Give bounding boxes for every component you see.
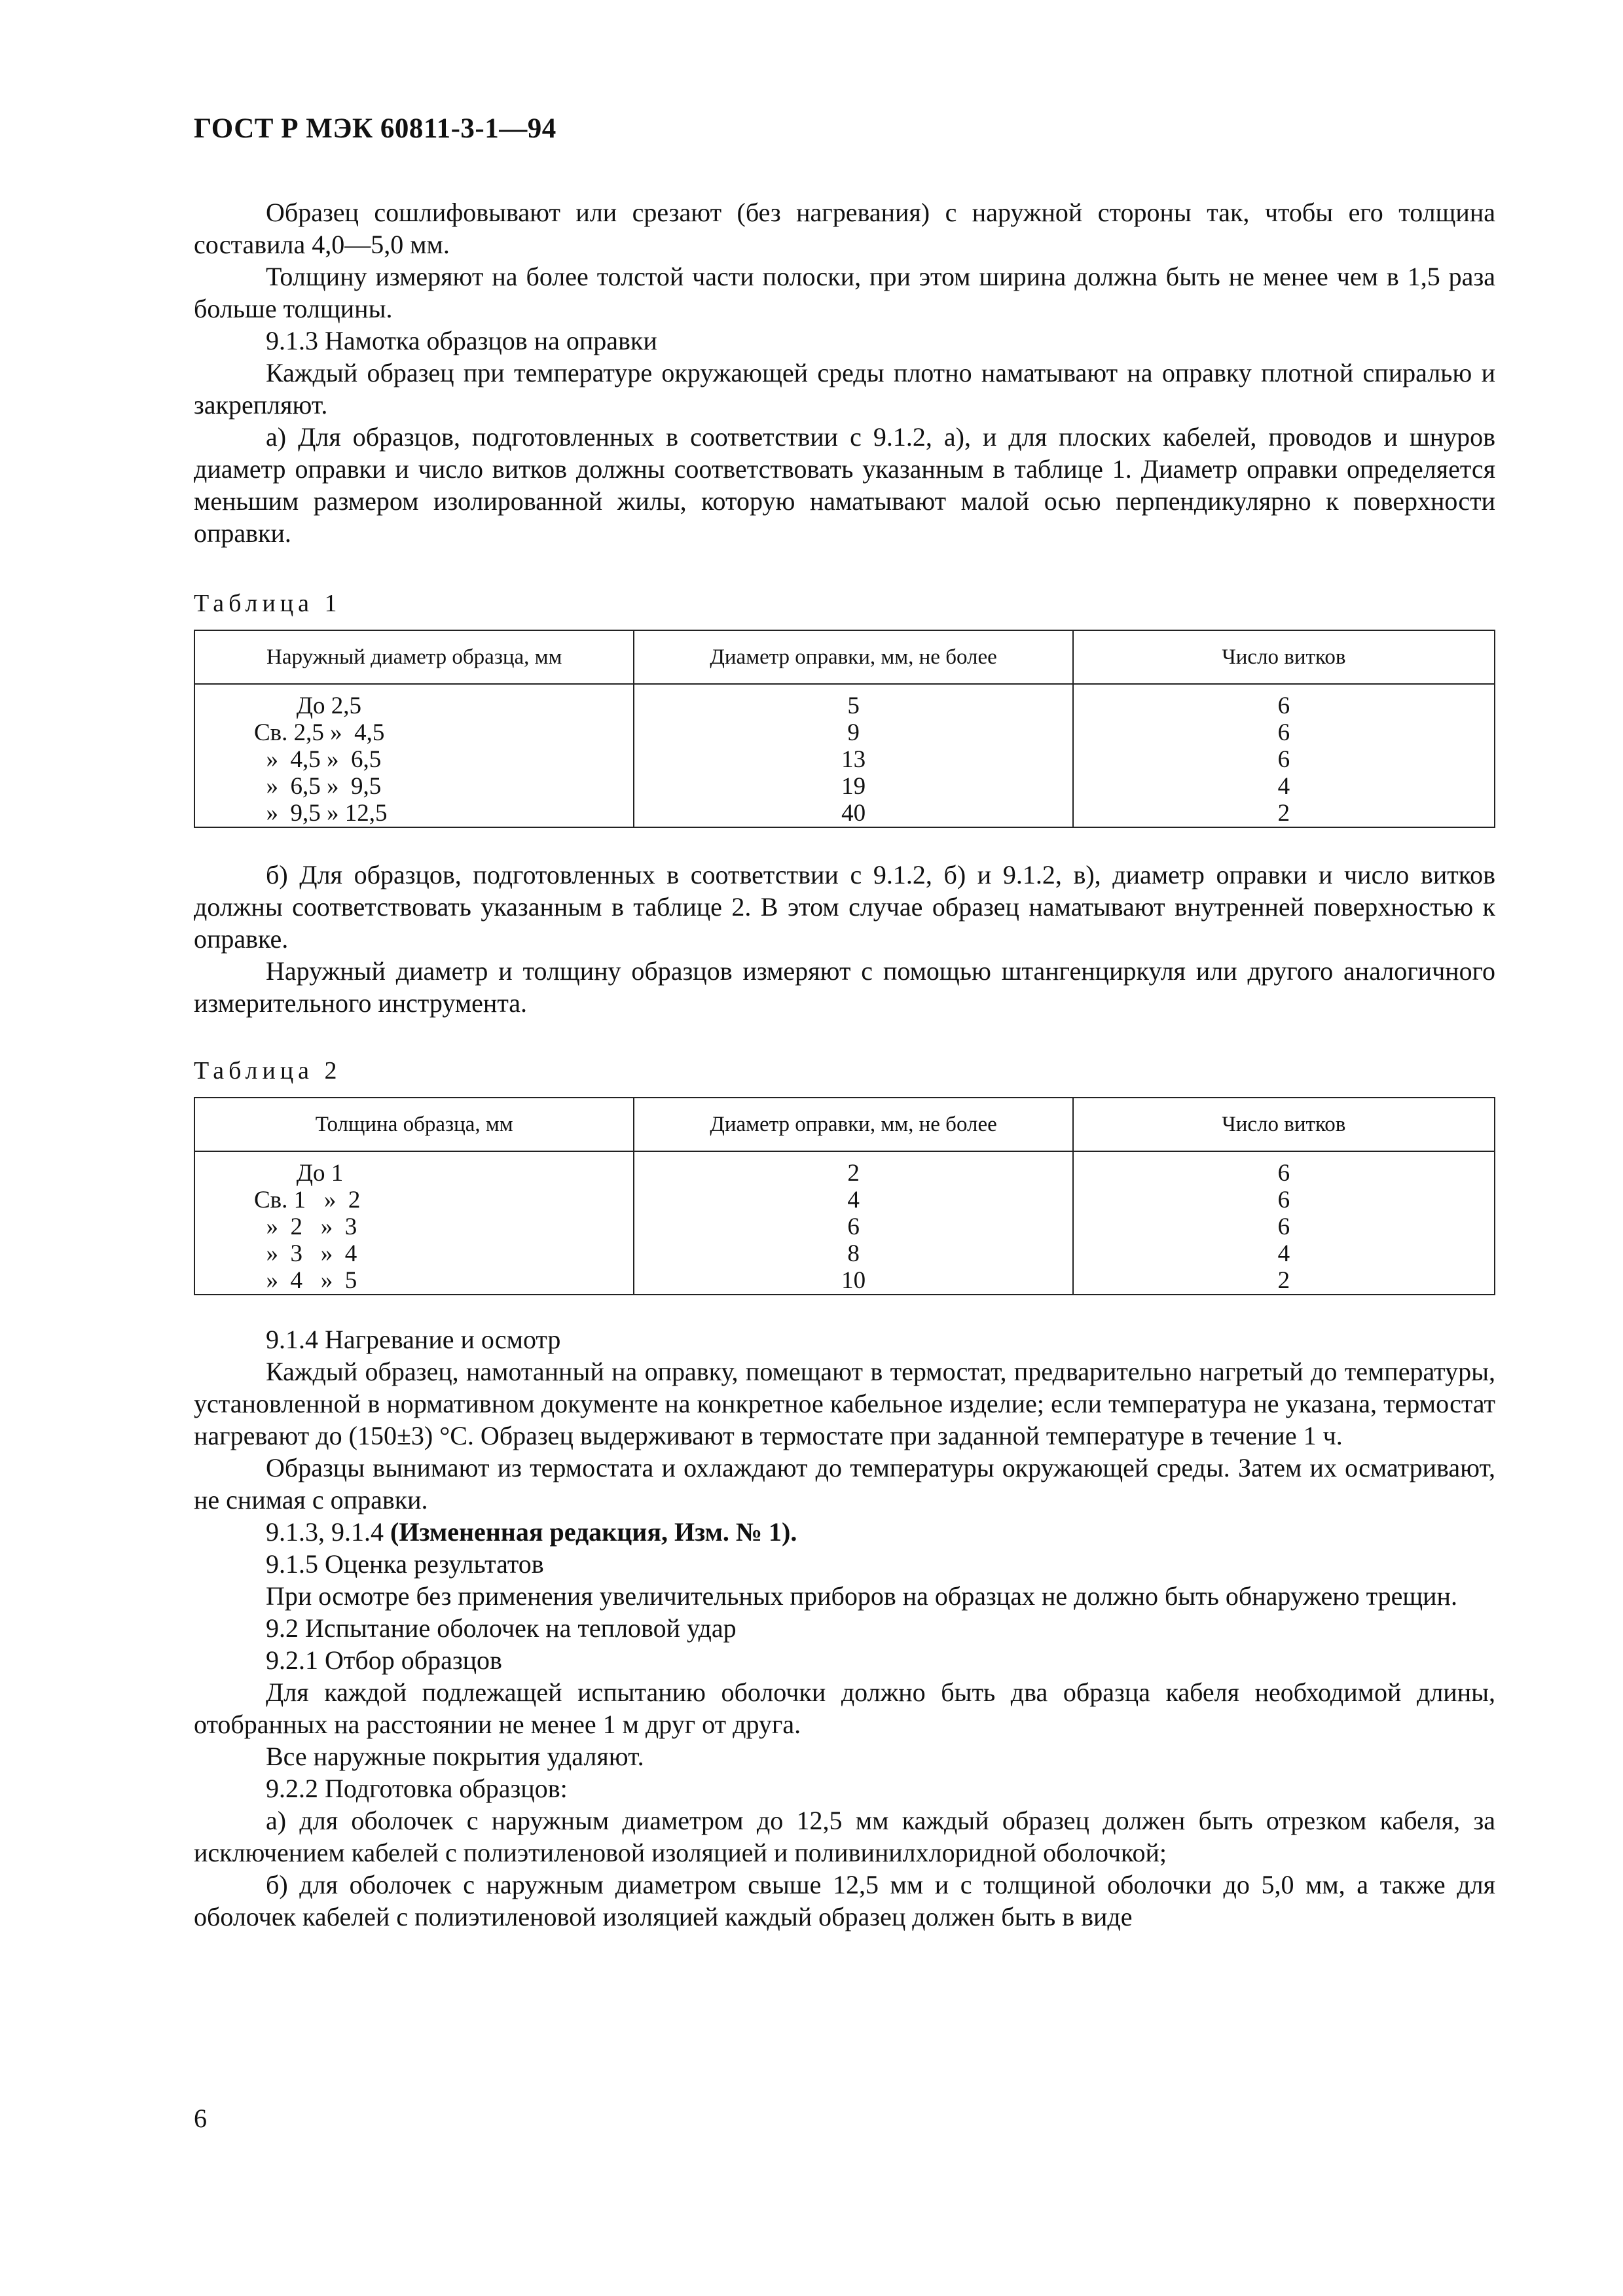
paragraph: Образец сошлифовывают или срезают (без нагревания) с наружной стороны так, чтобы его толщина составила 4,0—5,0 мм.	[194, 198, 1495, 259]
table-cell: Св. 1 » 2	[194, 1187, 634, 1213]
table-row	[194, 1240, 1495, 1267]
table-cell: 10	[634, 1267, 1072, 1295]
table-row	[194, 1151, 1495, 1187]
table-row	[194, 719, 1495, 746]
table-cell: 6	[1073, 746, 1495, 773]
text-block-2	[194, 859, 1495, 1019]
table-cell: 2	[1073, 1267, 1495, 1295]
table-cell: 40	[634, 800, 1072, 827]
table2-caption-wrap	[194, 1055, 1495, 1087]
table1-caption-wrap	[194, 588, 1495, 620]
table-cell: 6	[1073, 1187, 1495, 1213]
subsection-heading: 9.1.3 Намотка образцов на оправки	[266, 326, 657, 355]
paragraph: Каждый образец, намотанный на оправку, помещают в термостат, предварительно нагретый до температуры, установленной в нормативном документе на конкретное кабельное изделие; если температура не указана, термостат нагревают до (150±3) °С. Образец выдерживают в термостате при заданной температуре в течение 1 ч.	[194, 1357, 1495, 1450]
table-cell: До 2,5	[194, 684, 634, 719]
table2-caption: Таблица 2	[194, 1057, 342, 1085]
table-cell: 4	[634, 1187, 1072, 1213]
table-cell: » 4,5 » 6,5	[194, 746, 634, 773]
page-number: 6	[194, 2104, 207, 2133]
subsection-heading: 9.1.4 Нагревание и осмотр	[266, 1325, 561, 1354]
table-header-row	[194, 630, 1495, 684]
paragraph: Все наружные покрытия удаляют.	[266, 1742, 644, 1771]
table-cell: 4	[1073, 1240, 1495, 1267]
table-header-cell: Диаметр оправки, мм, не более	[634, 1098, 1072, 1151]
amendment-note	[194, 1516, 1495, 1548]
table-cell: 6	[1073, 684, 1495, 719]
paragraph: Для каждой подлежащей испытанию оболочки должно быть два образца кабеля необходимой длины, отобранных на расстоянии не менее 1 м друг от друга.	[194, 1677, 1495, 1739]
table-cell: Св. 2,5 » 4,5	[194, 719, 634, 746]
table-cell: » 3 » 4	[194, 1240, 634, 1267]
table2	[194, 1097, 1495, 1295]
table-header-cell: Наружный диаметр образца, мм	[194, 630, 634, 684]
table-cell: 6	[1073, 1213, 1495, 1240]
table-cell: 4	[1073, 773, 1495, 800]
table-cell: 6	[1073, 719, 1495, 746]
table-header-cell: Диаметр оправки, мм, не более	[634, 630, 1072, 684]
paragraph: Толщину измеряют на более толстой части полоски, при этом ширина должна быть не менее чем в 1,5 раза больше толщины.	[194, 262, 1495, 323]
paragraph: б) для оболочек с наружным диаметром свыше 12,5 мм и с толщиной оболочки до 5,0 мм, а также для оболочек кабелей с полиэтиленовой изоляцией каждый образец должен быть в виде	[194, 1870, 1495, 1931]
table-row	[194, 1187, 1495, 1213]
table-row	[194, 746, 1495, 773]
paragraph: Каждый образец при температуре окружающей среды плотно наматывают на оправку плотной спиралью и закрепляют.	[194, 358, 1495, 420]
table-cell: 5	[634, 684, 1072, 719]
paragraph: а) для оболочек с наружным диаметром до 12,5 мм каждый образец должен быть отрезком кабеля, за исключением кабелей с полиэтиленовой изоляцией и поливинилхлоридной оболочкой;	[194, 1806, 1495, 1867]
table-cell: 2	[634, 1151, 1072, 1187]
text-block-1	[194, 196, 1495, 549]
table-cell: 13	[634, 746, 1072, 773]
subsection-heading: 9.2.1 Отбор образцов	[266, 1645, 502, 1675]
table-header-cell: Толщина образца, мм	[194, 1098, 634, 1151]
table1	[194, 630, 1495, 828]
table-cell: » 2 » 3	[194, 1213, 634, 1240]
table-header-cell: Число витков	[1073, 1098, 1495, 1151]
table-cell: 9	[634, 719, 1072, 746]
table1-caption: Таблица 1	[194, 590, 342, 617]
table-cell: 2	[1073, 800, 1495, 827]
subsection-heading: 9.1.5 Оценка результатов	[266, 1549, 544, 1579]
document-header: ГОСТ Р МЭК 60811-3-1—94	[194, 113, 556, 144]
table-row	[194, 684, 1495, 719]
table-cell: 19	[634, 773, 1072, 800]
table-cell: » 4 » 5	[194, 1267, 634, 1295]
table-cell: » 6,5 » 9,5	[194, 773, 634, 800]
amendment-clauses: 9.1.3, 9.1.4	[266, 1517, 390, 1547]
paragraph: При осмотре без применения увеличительных приборов на образцах не должно быть обнаружено трещин.	[266, 1581, 1457, 1611]
table-cell: 8	[634, 1240, 1072, 1267]
table-header-cell: Число витков	[1073, 630, 1495, 684]
subsection-heading: 9.2.2 Подготовка образцов:	[266, 1774, 568, 1803]
table-header-row	[194, 1098, 1495, 1151]
table-row	[194, 1267, 1495, 1295]
text-block-3	[194, 1323, 1495, 1933]
amendment-label: (Измененная редакция, Изм. № 1).	[390, 1517, 797, 1547]
table-cell: До 1	[194, 1151, 634, 1187]
section-heading: 9.2 Испытание оболочек на тепловой удар	[266, 1613, 737, 1643]
table-cell: 6	[634, 1213, 1072, 1240]
table-row	[194, 1213, 1495, 1240]
table-row	[194, 800, 1495, 827]
paragraph: Наружный диаметр и толщину образцов измеряют с помощью штангенциркуля или другого аналогичного измерительного инструмента.	[194, 956, 1495, 1018]
paragraph: б) Для образцов, подготовленных в соответствии с 9.1.2, б) и 9.1.2, в), диаметр оправки и число витков должны соответствовать указанным в таблице 2. В этом случае образец наматывают внутренней поверхностью к оправке.	[194, 860, 1495, 954]
table-cell: » 9,5 » 12,5	[194, 800, 634, 827]
paragraph: а) Для образцов, подготовленных в соответствии с 9.1.2, а), и для плоских кабелей, проводов и шнуров диаметр оправки и число витков должны соответствовать указанным в таблице 1. Диаметр оправки определяется меньшим размером изолированной жилы, которую наматывают малой осью перпендикулярно к поверхности оправки.	[194, 422, 1495, 548]
table-row	[194, 773, 1495, 800]
paragraph: Образцы вынимают из термостата и охлаждают до температуры окружающей среды. Затем их осматривают, не снимая с оправки.	[194, 1453, 1495, 1515]
table-cell: 6	[1073, 1151, 1495, 1187]
